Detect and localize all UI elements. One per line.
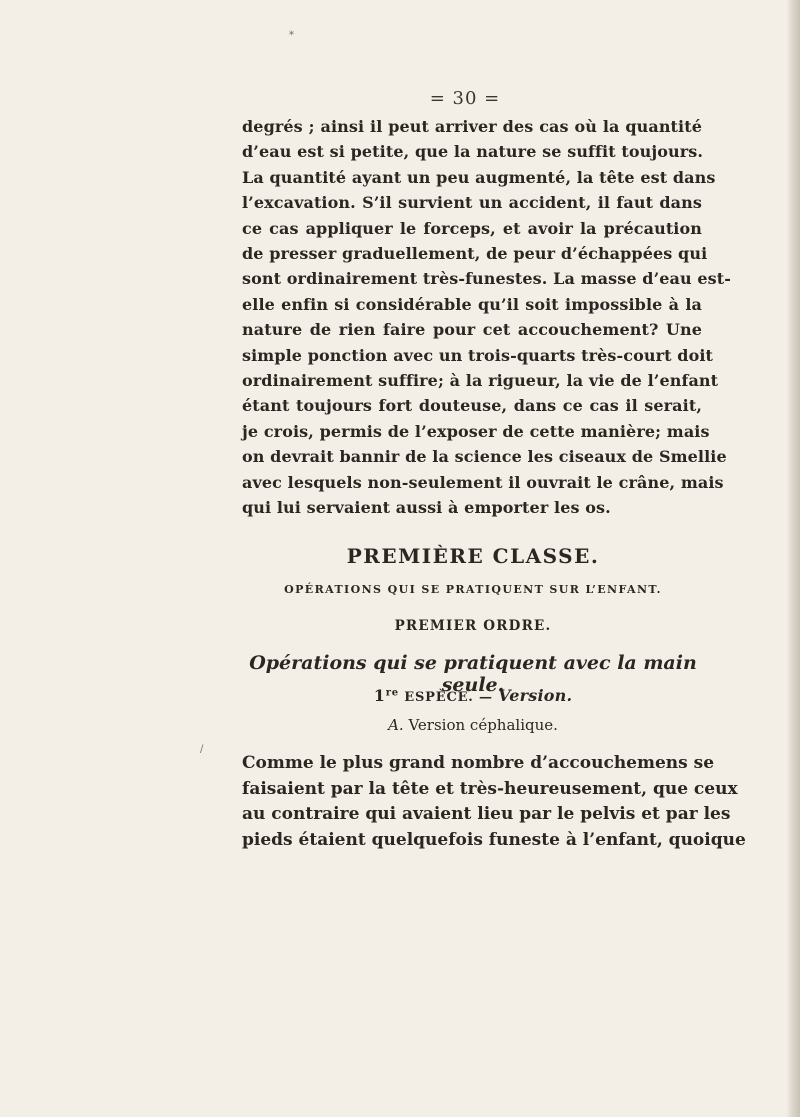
- heading-subsection: [243, 716, 703, 734]
- text-line: l’excavation. S’il survient un accident, il faut dans: [242, 193, 702, 213]
- text-line: de presser graduellement, de peur d’échappées qui: [242, 244, 708, 264]
- paragraph-2: [242, 751, 746, 853]
- pencil-mark: /: [200, 744, 204, 755]
- text-line: degrés ; ainsi il peut arriver des cas où la quantité: [242, 117, 702, 136]
- ink-mark: *: [289, 30, 294, 41]
- heading-species: [243, 686, 703, 705]
- heading-class: PREMIÈRE CLASSE.: [346, 544, 600, 568]
- species-title: Version.: [498, 686, 573, 705]
- text-line: ce cas appliquer le forceps, et avoir la précaution: [242, 218, 702, 238]
- species-number: 1: [373, 686, 386, 705]
- text-line: au contraire qui avaient lieu par le pelvis et par les: [242, 804, 731, 825]
- text-line: sont ordinairement très-funestes. La masse d’eau est-: [242, 269, 732, 289]
- text-line: avec lesquels non-seulement il ouvrait le crâne, mais: [242, 472, 724, 492]
- page-edge-shadow: [786, 0, 800, 1117]
- heading-hand-operations: Opérations qui se pratiquent avec la main seule.: [249, 652, 697, 696]
- page-number: = 30 =: [429, 88, 501, 109]
- text-line: elle enfin si considérable qu’il soit impossible à la: [242, 294, 702, 314]
- text-line: ordinairement suffire; à la rigueur, la vie de l’enfant: [242, 371, 719, 391]
- text-line: je crois, permis de l’exposer de cette manière; mais: [242, 421, 710, 441]
- heading-operations: OPÉRATIONS QUI SE PRATIQUENT SUR L’ENFANT.: [284, 583, 662, 596]
- subsection-title: Version céphalique.: [408, 716, 558, 734]
- text-line: pieds étaient quelquefois funeste à l’enfant, quoique: [242, 829, 746, 850]
- subsection-letter: A.: [388, 716, 404, 734]
- species-word: ESPÈCE. —: [404, 690, 493, 705]
- text-line: nature de rien faire pour cet accouchement? Une: [242, 320, 702, 340]
- text-line: La quantité ayant un peu augmenté, la tête est dans: [242, 167, 716, 187]
- species-ordinal: re: [385, 687, 399, 699]
- text-line: faisaient par la tête et très-heureusement, que ceux: [242, 778, 738, 799]
- paragraph-1: [242, 114, 732, 521]
- text-line: Comme le plus grand nombre d’accouchemens se: [242, 753, 715, 773]
- text-line: étant toujours fort douteuse, dans ce cas il serait,: [242, 396, 702, 416]
- text-line: simple ponction avec un trois-quarts très-court doit: [242, 345, 714, 365]
- text-line: qui lui servaient aussi à emporter les os.: [242, 498, 611, 518]
- text-line: d’eau est si petite, que la nature se suffit toujours.: [242, 142, 704, 162]
- heading-order: PREMIER ORDRE.: [394, 618, 552, 634]
- text-line: on devrait bannir de la science les ciseaux de Smellie: [242, 447, 727, 467]
